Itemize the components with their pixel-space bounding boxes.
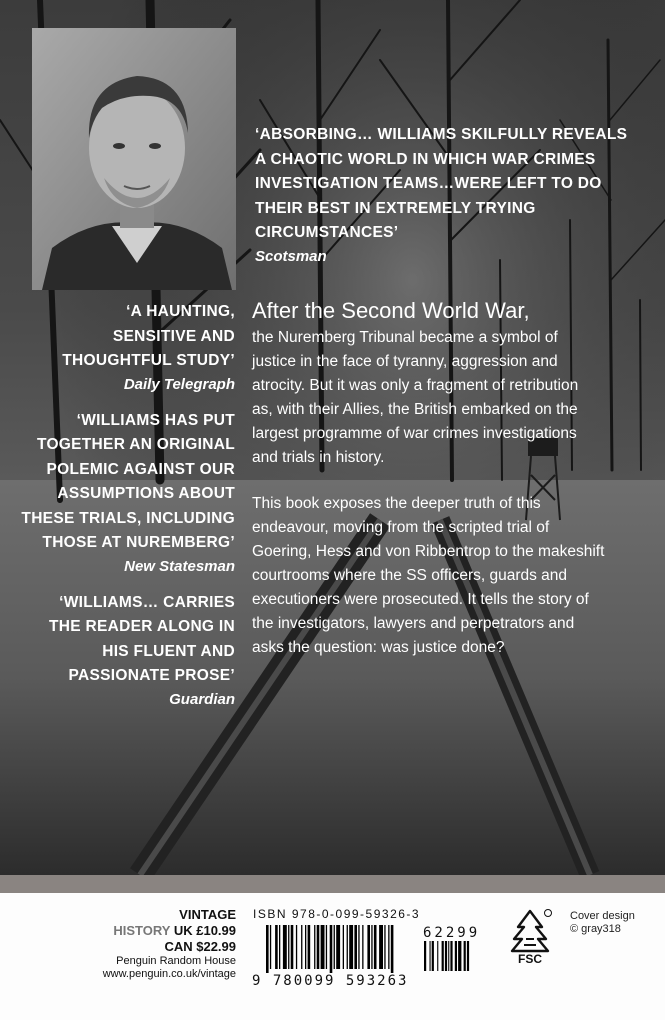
- blurb-line: largest programme of war crimes investigations: [252, 425, 577, 442]
- blurb-line: justice in the face of tyranny, aggression and: [252, 353, 558, 370]
- review-quote-line: A CHAOTIC WORLD IN WHICH WAR CRIMES: [255, 150, 596, 168]
- price-uk: UK £10.99: [173, 923, 236, 938]
- barcode-bar: [317, 925, 320, 969]
- review-source: Guardian: [169, 690, 235, 708]
- barcode-bar: [301, 925, 302, 969]
- barcode-bar: [374, 925, 377, 969]
- review-source: Scotsman: [255, 247, 327, 265]
- category-label: HISTORY: [113, 923, 171, 938]
- blurb-line: and trials in history.: [252, 449, 385, 466]
- barcode-bar: [334, 925, 335, 969]
- review-quote-line: THEIR BEST IN EXTREMELY TRYING: [255, 199, 536, 217]
- barcode-bar: [367, 925, 370, 969]
- isbn-label: ISBN 978-0-099-59326-3: [253, 907, 421, 921]
- barcode-bar: [362, 925, 363, 969]
- barcode-bar: [442, 941, 444, 971]
- fsc-label: FSC: [518, 952, 542, 965]
- review-quote-line: PASSIONATE PROSE’: [68, 667, 235, 684]
- review-quote-line: ‘WILLIAMS HAS PUT: [76, 411, 235, 429]
- barcode-bar: [464, 941, 466, 971]
- barcode-bar: [432, 941, 434, 971]
- publisher-url: www.penguin.co.uk/vintage: [102, 968, 236, 980]
- left-review-quotes: [21, 300, 235, 724]
- barcode-bar: [321, 925, 325, 969]
- barcode-bar: [266, 925, 269, 973]
- barcode-bar: [270, 925, 271, 969]
- barcode-bar: [330, 925, 333, 973]
- price-code: 62299: [423, 925, 481, 941]
- barcode-bar: [279, 925, 280, 969]
- barcode-bar: [358, 925, 359, 969]
- barcode-bar: [326, 925, 327, 969]
- review-quote-line: ASSUMPTIONS ABOUT: [57, 485, 235, 502]
- blurb-line: atrocity. But it was only a fragment of retribution: [252, 377, 579, 394]
- barcode-bar: [296, 925, 297, 969]
- barcode-bar: [379, 925, 383, 969]
- review-quote-line: HIS FLUENT AND: [102, 642, 235, 660]
- book-blurb: [252, 296, 652, 660]
- review-quote-line: SENSITIVE AND: [112, 327, 235, 345]
- review-quote-line: THESE TRIALS, INCLUDING: [21, 509, 235, 527]
- barcode-bar: [308, 925, 311, 969]
- blurb-line: executioners were prosecuted. It tells the story of: [252, 591, 589, 608]
- review-quote-line: ‘ABSORBING… WILLIAMS SKILFULLY REVEALS: [255, 126, 628, 143]
- review-quote-line: THOSE AT NUREMBERG’: [42, 534, 235, 551]
- barcode-bar: [450, 941, 452, 971]
- barcode-digits: 9 780099 593263: [252, 973, 409, 987]
- review-quote-line: THOUGHTFUL STUDY’: [62, 352, 235, 369]
- blurb-line: endeavour, moving from the scripted trial of: [252, 519, 550, 536]
- barcode-bar: [275, 925, 278, 969]
- barcode-bar: [336, 925, 340, 969]
- barcode-bar: [347, 925, 348, 969]
- barcode-bar: [291, 925, 294, 969]
- scotsman-review-quote: [255, 123, 627, 268]
- price-can: CAN $22.99: [164, 939, 236, 954]
- review-quote-line: POLEMIC AGAINST OUR: [46, 460, 235, 478]
- new-statesman-review-quote: [21, 409, 235, 578]
- barcode-bar: [445, 941, 447, 971]
- barcode-bar: [430, 941, 431, 971]
- blurb-line: as, with their Allies, the British embarked on the: [252, 401, 578, 418]
- review-quote-line: CIRCUMSTANCES’: [255, 224, 399, 241]
- barcode-bar: [391, 925, 394, 973]
- blurb-lead-line: After the Second World War,: [252, 298, 530, 323]
- blurb-paragraph-2: [252, 492, 652, 660]
- design-credit: [570, 910, 635, 936]
- barcode-bar: [455, 941, 457, 971]
- design-credit-line: Cover design: [570, 910, 635, 922]
- review-source: Daily Telegraph: [123, 375, 235, 393]
- barcode-bar: [354, 925, 357, 969]
- barcode-bar: [349, 925, 353, 969]
- review-quote-line: INVESTIGATION TEAMS…WERE LEFT TO DO: [255, 175, 602, 192]
- barcode-bar: [467, 941, 469, 971]
- review-quote-line: ‘A HAUNTING,: [126, 303, 235, 320]
- review-source: New Statesman: [124, 557, 235, 575]
- blurb-line: the Nuremberg Tribunal became a symbol of: [252, 329, 558, 346]
- review-quote-line: ‘WILLIAMS… CARRIES: [59, 593, 235, 611]
- publisher-imprint: [103, 907, 236, 981]
- divider-strip: [0, 875, 665, 893]
- barcode-bar: [424, 941, 426, 971]
- barcode-bar: [314, 925, 315, 969]
- blurb-paragraph-1: [252, 326, 652, 470]
- blurb-line: asks the question: was justice done?: [252, 639, 505, 656]
- barcode-bar: [305, 925, 306, 969]
- publisher-house: Penguin Random House: [116, 955, 236, 967]
- author-photo: [32, 28, 236, 290]
- publisher-name: VINTAGE: [179, 907, 236, 922]
- blurb-line: the investigators, lawyers and perpetrators and: [252, 615, 575, 632]
- barcode-bar: [283, 925, 287, 969]
- blurb-line: courtrooms where the SS officers, guards and: [252, 567, 568, 584]
- barcode-bar: [288, 925, 289, 969]
- blurb-line: This book exposes the deeper truth of this: [252, 495, 541, 512]
- barcode-bar: [384, 925, 385, 969]
- review-quote-line: TOGETHER AN ORIGINAL: [36, 436, 235, 453]
- barcode-bar: [371, 925, 372, 969]
- design-credit-line: © gray318: [570, 923, 621, 935]
- barcode-bar: [458, 941, 461, 971]
- barcode-bar: [437, 941, 438, 971]
- blurb-line: Goering, Hess and von Ribbentrop to the makeshift: [252, 543, 605, 560]
- review-quote-line: THE READER ALONG IN: [49, 618, 235, 635]
- fsc-tree-logo: [502, 905, 558, 965]
- barcode-bar: [388, 925, 389, 969]
- barcode-bar: [448, 941, 449, 971]
- guardian-review-quote: [21, 591, 235, 711]
- telegraph-review-quote: [21, 300, 235, 396]
- barcode-bar: [343, 925, 344, 969]
